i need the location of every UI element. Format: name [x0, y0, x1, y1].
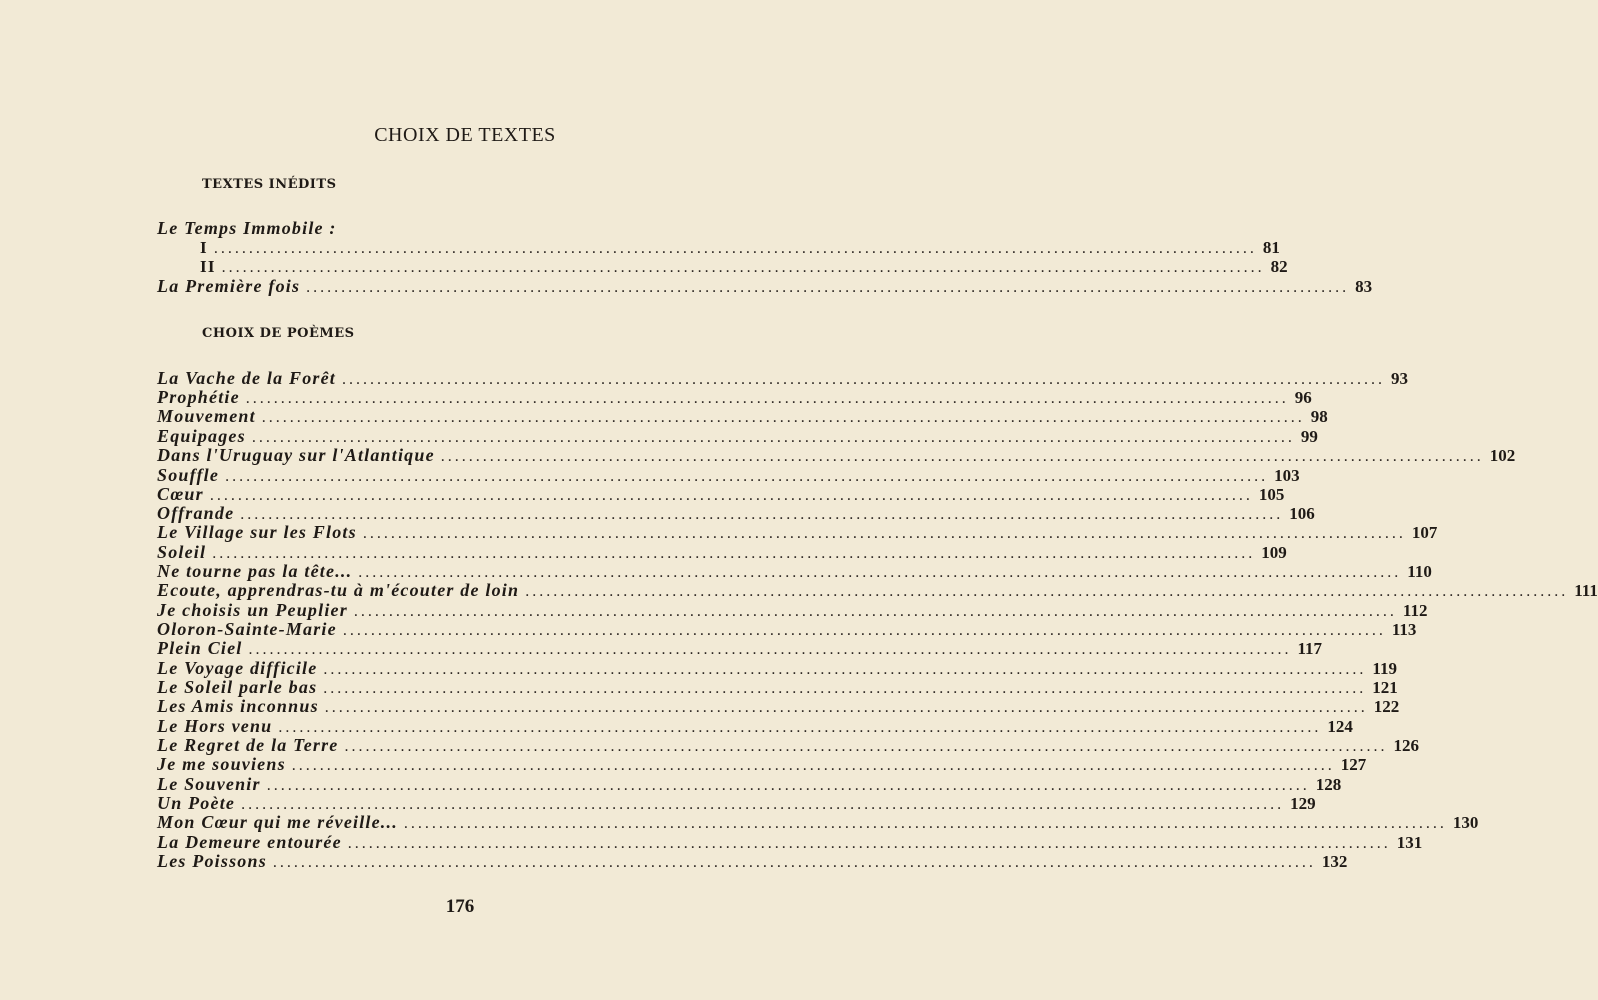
toc-entry-page: 106: [1289, 504, 1315, 523]
toc-entry-page: 112: [1402, 601, 1428, 620]
toc-entry-title: La Demeure entourée: [157, 832, 342, 852]
toc-entry-title: Souffle: [157, 465, 220, 485]
dot-leader: .....................................................................................................................................................: [272, 854, 1316, 871]
toc-entry-page: 127: [1340, 755, 1367, 774]
toc-entry-page: 96: [1294, 388, 1312, 407]
toc-entry: [157, 484, 1285, 504]
dot-leader: .....................................................................................................................................................: [291, 757, 1335, 774]
toc-entry-page: 93: [1391, 369, 1408, 388]
dot-leader: .....................................................................................................................................................: [362, 525, 1406, 542]
toc-entry: [200, 238, 1280, 258]
toc-entry-title: Ecoute, apprendras-tu à m'écouter de loin: [157, 580, 520, 600]
dot-leader: .....................................................................................................................................................: [403, 815, 1447, 832]
dot-leader: .....................................................................................................................................................: [525, 583, 1569, 600]
toc-entry-page: 119: [1372, 659, 1397, 678]
toc-entry: [157, 387, 1312, 407]
toc-entry-title: Le Soleil parle bas: [157, 677, 318, 697]
toc-entry-page: 98: [1310, 407, 1328, 426]
toc-entry-page: 113: [1391, 620, 1417, 639]
toc-entry-title: La Vache de la Forêt: [157, 368, 336, 388]
toc-entry-title: Mouvement: [157, 406, 256, 426]
toc-entry-title: Cœur: [157, 484, 204, 504]
dot-leader: .....................................................................................................................................................: [212, 545, 1256, 562]
toc-entry-page: 82: [1270, 257, 1288, 276]
toc-entry: [157, 218, 767, 238]
dot-leader: .....................................................................................................................................................: [323, 661, 1367, 678]
toc-entry-page: 111: [1574, 581, 1598, 600]
toc-entry-title: Les Amis inconnus: [157, 696, 319, 716]
dot-leader: .....................................................................................................................................................: [261, 409, 1305, 426]
toc-entry: [157, 465, 1300, 485]
toc-entry: [157, 677, 1398, 697]
toc-entry-title: Dans l'Uruguay sur l'Atlantique: [157, 445, 435, 465]
dot-leader: .....................................................................................................................................................: [358, 564, 1402, 581]
toc-entry-title: Ne tourne pas la tête...: [157, 561, 353, 581]
toc-entry-title: II: [200, 257, 216, 276]
toc-entry-title: Le Voyage difficile: [157, 658, 318, 678]
toc-entry-title: Mon Cœur qui me réveille...: [157, 812, 398, 832]
dot-leader: .....................................................................................................................................................: [342, 371, 1385, 388]
toc-entry-page: 110: [1407, 562, 1432, 581]
toc-entry: [157, 542, 1287, 562]
toc-entry-title: Le Temps Immobile :: [157, 218, 337, 238]
toc-entry-title: Le Regret de la Terre: [157, 735, 339, 755]
toc-entry-title: Soleil: [157, 542, 207, 562]
toc-entry-title: Le Village sur les Flots: [157, 522, 357, 542]
toc-entry-title: I: [200, 238, 208, 257]
dot-leader: .....................................................................................................................................................: [248, 641, 1292, 658]
dot-leader: .....................................................................................................................................................: [251, 429, 1295, 446]
section-heading-choix-de-poemes: CHOIX DE POÈMES: [202, 326, 355, 341]
toc-entry: [157, 561, 1432, 581]
toc-entry-title: Je choisis un Peuplier: [157, 600, 348, 620]
toc-entry-page: 81: [1262, 238, 1280, 257]
toc-entry-title: Offrande: [157, 503, 235, 523]
dot-leader: .....................................................................................................................................................: [324, 699, 1368, 716]
dot-leader: .....................................................................................................................................................: [240, 506, 1284, 523]
toc-entry: [157, 600, 1428, 620]
toc-entry-page: 122: [1373, 697, 1400, 716]
dot-leader: .....................................................................................................................................................: [353, 603, 1397, 620]
page-title: CHOIX DE TEXTES: [374, 124, 556, 146]
toc-entry: [157, 276, 1373, 296]
toc-entry-title: Le Souvenir: [157, 774, 261, 794]
toc-entry-page: 105: [1258, 485, 1285, 504]
toc-entry: [157, 658, 1397, 678]
toc-entry: [157, 619, 1417, 639]
dot-leader: .....................................................................................................................................................: [347, 835, 1391, 852]
toc-entry: [157, 774, 1342, 794]
toc-entry: [157, 406, 1328, 426]
toc-entry: [157, 696, 1400, 716]
toc-entry-page: 124: [1327, 717, 1353, 736]
toc-entry: [157, 445, 1516, 465]
toc-entry: [157, 503, 1315, 523]
page-number: 176: [445, 896, 475, 917]
dot-leader: .....................................................................................................................................................: [209, 487, 1253, 504]
toc-entry-title: Le Hors venu: [157, 716, 273, 736]
toc-entry-title: Un Poète: [157, 793, 236, 813]
toc-entry-title: La Première fois: [157, 276, 301, 296]
toc-entry-title: Je me souviens: [157, 754, 286, 774]
toc-entry: [157, 832, 1423, 852]
toc-entry-page: 130: [1452, 813, 1479, 832]
toc-entry-title: Les Poissons: [157, 851, 267, 871]
toc-entry: [157, 716, 1353, 736]
toc-entry: [157, 368, 1408, 388]
toc-entry: [157, 812, 1479, 832]
toc-entry-title: Equipages: [157, 426, 246, 446]
toc-entry: [157, 851, 1348, 871]
dot-leader: .....................................................................................................................................................: [306, 279, 1350, 296]
dot-leader: .....................................................................................................................................................: [221, 259, 1265, 276]
dot-leader: .....................................................................................................................................................: [342, 622, 1386, 639]
toc-entry-title: Prophétie: [157, 387, 240, 407]
toc-entry: [157, 793, 1316, 813]
toc-entry-page: 107: [1411, 523, 1438, 542]
dot-leader: .....................................................................................................................................................: [225, 468, 1269, 485]
toc-entry-page: 102: [1489, 446, 1516, 465]
dot-leader: .....................................................................................................................................................: [241, 796, 1285, 813]
section-heading-textes-inedits: TEXTES INÉDITS: [202, 177, 337, 192]
toc-entry: [157, 735, 1419, 755]
toc-entry-title: Plein Ciel: [157, 638, 243, 658]
toc-entry-page: 121: [1372, 678, 1398, 697]
toc-entry-page: 83: [1355, 277, 1373, 296]
toc-entry-page: 131: [1396, 833, 1423, 852]
toc-entry-page: 128: [1315, 775, 1342, 794]
dot-leader: .....................................................................................................................................................: [213, 240, 1257, 257]
toc-entry-page: 117: [1297, 639, 1323, 658]
toc-entry-page: 126: [1393, 736, 1419, 755]
dot-leader: .....................................................................................................................................................: [266, 777, 1310, 794]
dot-leader: .....................................................................................................................................................: [278, 719, 1322, 736]
toc-entry: [200, 257, 1288, 277]
toc-entry: [157, 522, 1438, 542]
toc-entry-page: 99: [1300, 427, 1318, 446]
toc-entry: [157, 426, 1318, 446]
toc-entry-page: 132: [1321, 852, 1348, 871]
toc-entry: [157, 638, 1323, 658]
toc-entry-page: 129: [1290, 794, 1316, 813]
dot-leader: .....................................................................................................................................................: [344, 738, 1388, 755]
dot-leader: .....................................................................................................................................................: [440, 448, 1484, 465]
toc-entry-page: 103: [1274, 466, 1300, 485]
toc-entry-page: 109: [1261, 543, 1287, 562]
dot-leader: .....................................................................................................................................................: [323, 680, 1367, 697]
toc-entry: [157, 580, 1598, 600]
toc-entry-title: Oloron-Sainte-Marie: [157, 619, 337, 639]
dot-leader: .....................................................................................................................................................: [245, 390, 1289, 407]
toc-entry: [157, 754, 1367, 774]
